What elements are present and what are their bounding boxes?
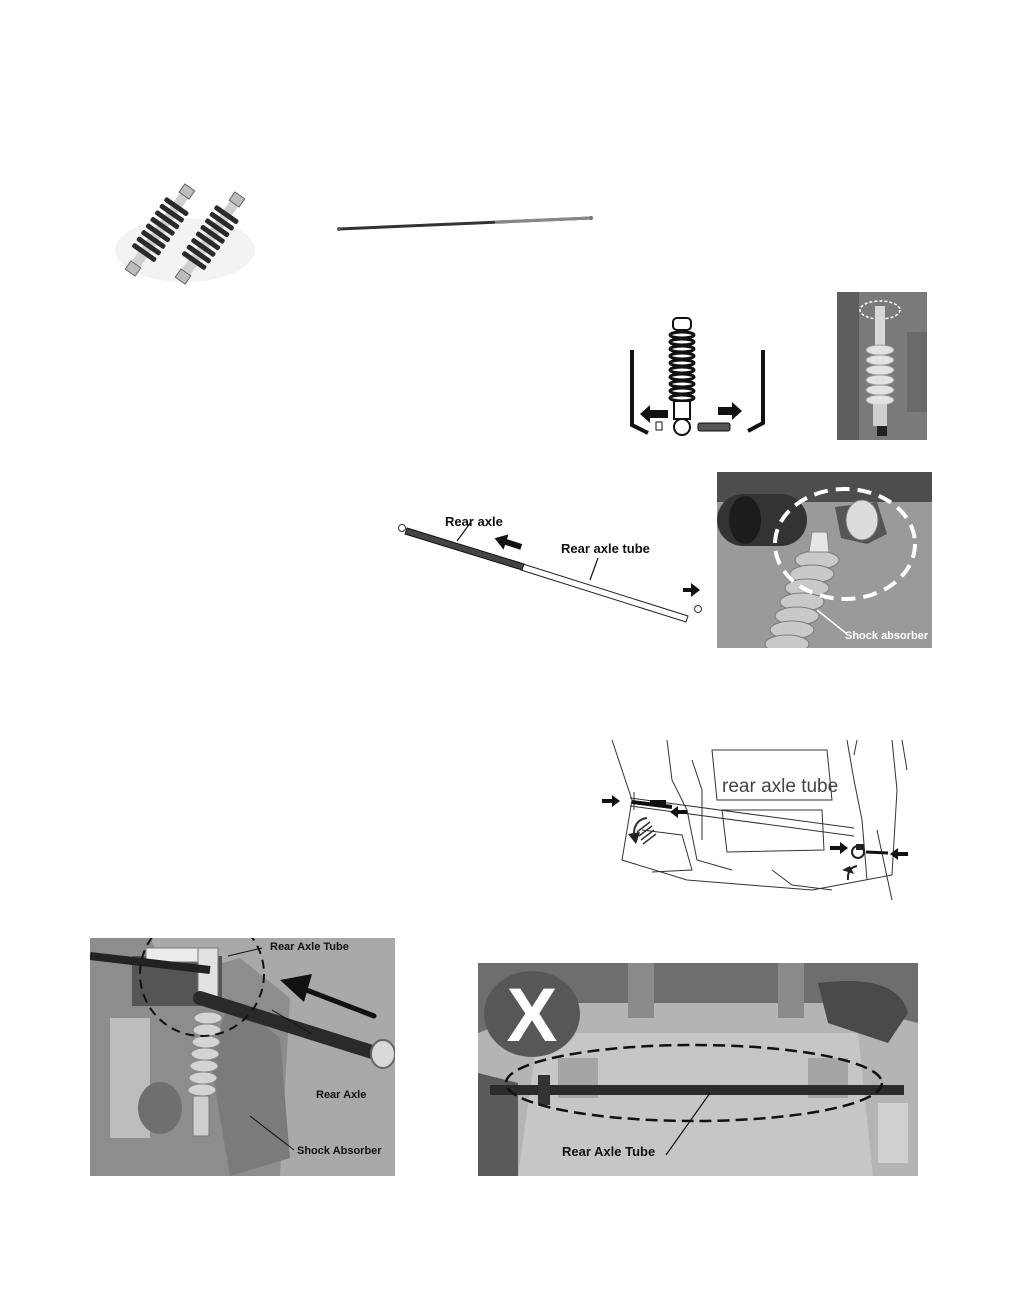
rear-axle-removal-diagram bbox=[393, 508, 713, 628]
rear-axle-callout: Rear Axle bbox=[316, 1089, 367, 1101]
rear-axle-label: Rear axle bbox=[445, 514, 503, 529]
rear-axle-tube-callout: Rear Axle Tube bbox=[270, 941, 349, 953]
rear-axle-rod-image bbox=[335, 212, 595, 234]
axle-assembly-photo bbox=[90, 938, 395, 1176]
frame-rear-axle-tube-label: rear axle tube bbox=[722, 776, 839, 797]
shock-absorber-photo bbox=[717, 472, 932, 648]
shock-absorber-label: Shock absorber bbox=[845, 630, 929, 642]
frame-line-drawing bbox=[592, 740, 917, 902]
wrong-mark-x: X bbox=[506, 973, 558, 1058]
incorrect-installation-photo bbox=[478, 963, 918, 1176]
shock-absorber-callout: Shock Absorber bbox=[297, 1145, 382, 1157]
shock-absorbers-pair-image bbox=[105, 170, 265, 285]
rear-axle-tube-x-callout: Rear Axle Tube bbox=[562, 1144, 656, 1159]
shock-mount-photo bbox=[837, 292, 927, 440]
rear-axle-tube-label: Rear axle tube bbox=[561, 541, 650, 556]
shock-removal-diagram bbox=[620, 315, 775, 440]
